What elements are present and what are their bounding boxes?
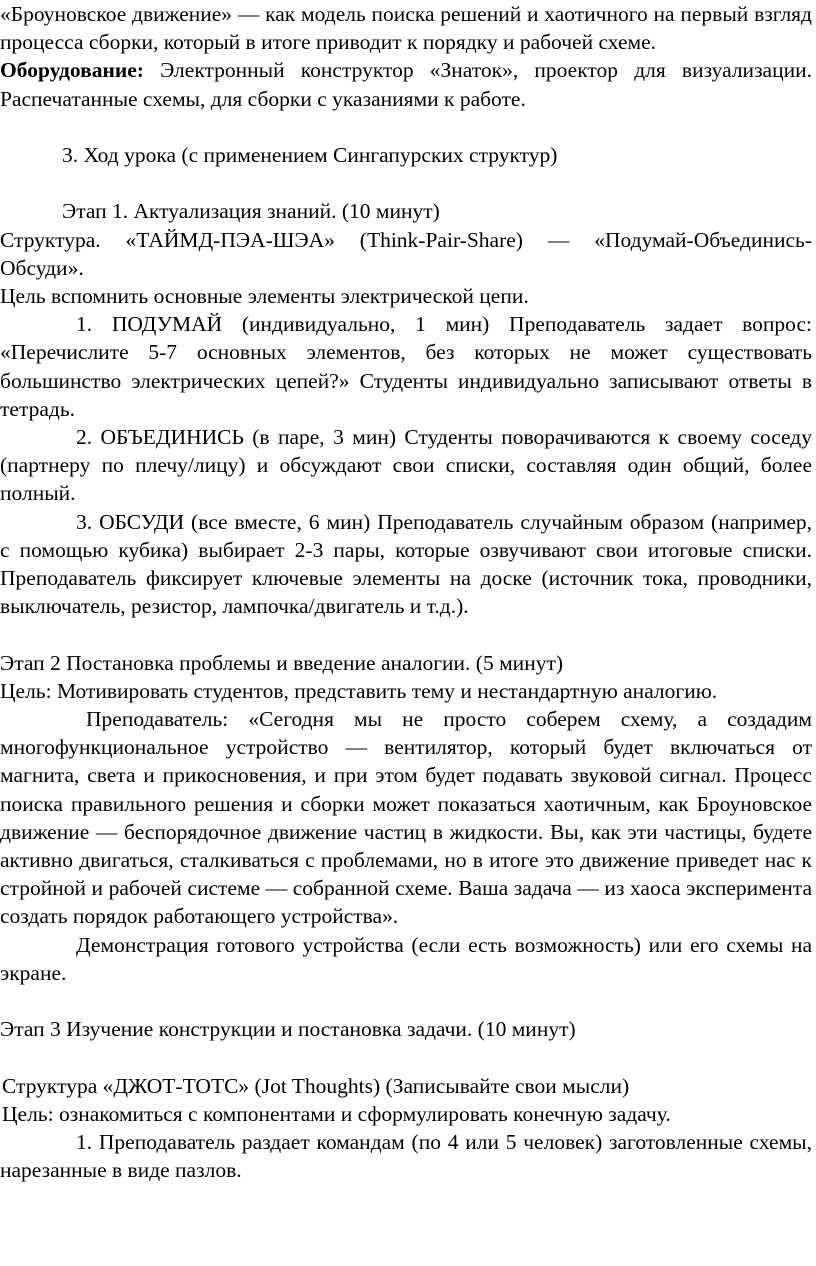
spacer [0,1043,812,1071]
stage1-structure: Структура. «ТАЙМД-ПЭА-ШЭА» (Think-Pair-Share) — «Подумай-Объединись-Обсуди». [0,227,812,280]
stage1-title: Этап 1. Актуализация знаний. (10 минут) [62,199,440,224]
stage3-structure: Структура «ДЖОТ-ТОТС» (Jot Thoughts) (Записывайте свои мысли) [2,1073,630,1098]
equipment-label: Оборудование: [0,58,144,83]
stage2-goal: Цель: Мотивировать студентов, представить тему и нестандартную аналогию. [0,678,718,703]
intro-paragraph: «Броуновское движение» — как модель поиска решений и хаотичного на первый взгляд процесса сборки, который в итоге приводит к порядку и рабочей схеме. [0,2,812,55]
section-heading: 3. Ход урока (с применением Сингапурских структур) [62,143,558,167]
stage1-step2: 2. ОБЪЕДИНИСЬ (в паре, 3 мин) Студенты поворачиваются к своему соседу (партнеру по плечу/лицу) и обсуждают свои списки, составляя один общий, более полный. [0,425,812,506]
stage3-title: Этап 3 Изучение конструкции и постановка задачи. (10 минут) [0,1017,576,1042]
spacer [0,987,812,1015]
spacer [0,113,812,141]
stage2-demo: Демонстрация готового устройства (если есть возможность) или его схемы на экране. [0,932,812,985]
stage2-title: Этап 2 Постановка проблемы и введение аналогии. (5 минут) [0,650,563,675]
stage1-goal: Цель вспомнить основные элементы электрической цепи. [0,284,529,308]
stage3-goal: Цель: ознакомиться с компонентами и сформулировать конечную задачу. [2,1101,671,1126]
stage2-teacher-speech: Преподаватель: «Сегодня мы не просто соберем схему, а создадим многофункциональное устройство — вентилятор, который будет включаться от магнита, света и прикосновения, и при этом будет подавать звуковой сигнал. Процесс поиска правильного решения и сборки может показаться хаотичным, как Броуновское движение — беспорядочное движение частиц в жидкости. Вы, как эти частицы, будете активно двигаться, сталкиваться с проблемами, но в итоге это движение приведет нас к стройной и рабочей системе — собранной схеме. Ваша задача — из хаоса эксперимента создать порядок работающего устройства». [0,707,812,929]
stage3-step1: 1. Преподаватель раздает командам (по 4 или 5 человек) заготовленные схемы, нарезанные в виде пазлов. [0,1130,812,1183]
spacer [0,169,812,197]
stage1-step1: 1. ПОДУМАЙ (индивидуально, 1 мин) Преподаватель задает вопрос: «Перечислите 5-7 основных элементов, без которых не может существовать большинство электрических цепей?» Студенты индивидуально записывают ответы в тетрадь. [0,312,812,421]
equipment-text: Электронный конструктор «Знаток», проектор для визуализации. Распечатанные схемы, для сборки с указаниями к работе. [0,58,812,111]
spacer [0,620,812,648]
stage1-step3: 3. ОБСУДИ (все вместе, 6 мин) Преподаватель случайным образом (например, с помощью кубика) выбирает 2-3 пары, которые озвучивают свои итоговые списки. Преподаватель фиксирует ключевые элементы на доске (источник тока, проводники, выключатель, резистор, лампочка/двигатель и т.д.). [0,509,812,619]
equipment-paragraph [0,56,812,112]
